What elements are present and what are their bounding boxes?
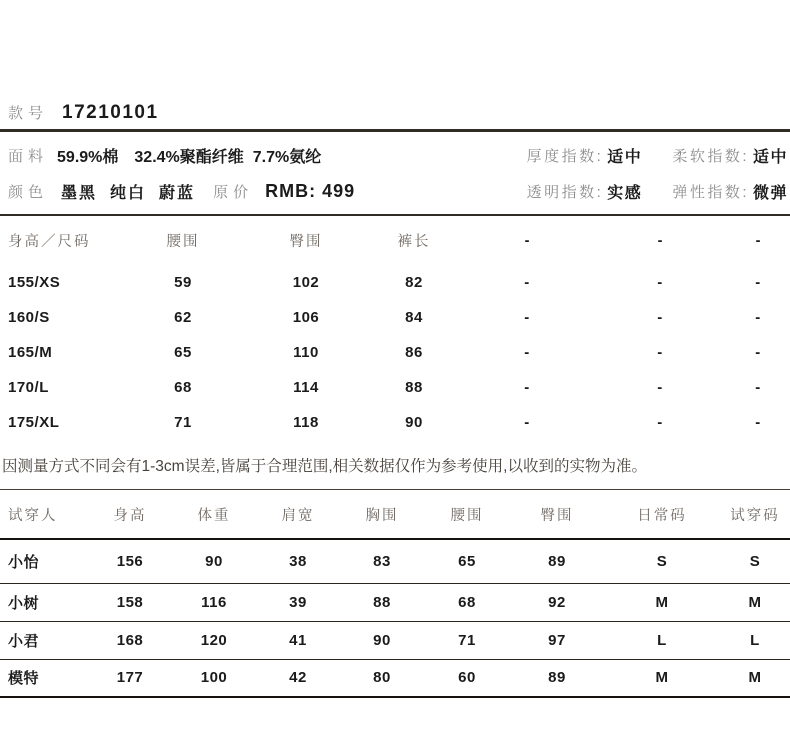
- size-table-row: [0, 265, 790, 300]
- size-table-cell: -: [755, 344, 761, 361]
- size-table-cell: -: [755, 309, 761, 326]
- size-table-cell: -: [524, 309, 530, 326]
- fabric-composition: 59.9%棉: [57, 148, 119, 166]
- color-option: 墨黑: [61, 184, 98, 202]
- size-table-cell: 106: [292, 309, 320, 326]
- size-table-cell: 88: [405, 379, 423, 396]
- fit-table-cell: M: [655, 593, 669, 611]
- price-value: RMB: 499: [265, 180, 356, 201]
- size-table-cell: -: [657, 309, 663, 326]
- fabric-label: 面料: [8, 147, 49, 165]
- fit-table-cell: M: [748, 593, 762, 611]
- fabric-composition: 32.4%聚酯纤维: [134, 148, 244, 166]
- size-table-header: 臀围: [289, 234, 323, 250]
- size-table-header: 裤长: [397, 234, 431, 250]
- fit-table-cell: 42: [289, 669, 307, 687]
- measurement-note: 因测量方式不同会有1-3cm误差,皆属于合理范围,相关数据仅作为参考使用,以收到的实物为准。: [2, 457, 647, 475]
- color-price-row: [0, 175, 790, 208]
- fit-table-cell: 83: [373, 552, 391, 570]
- fit-table-cell: 65: [458, 552, 476, 570]
- fit-table-cell: 156: [116, 552, 144, 570]
- index-group-bottom: [527, 180, 788, 203]
- size-table-row: [0, 370, 790, 405]
- index-group-top: [527, 144, 788, 167]
- size-table-cell: -: [524, 379, 530, 396]
- size-table-cell: -: [755, 274, 761, 291]
- fabric-group: [8, 144, 527, 167]
- fit-table-header: 试穿人: [8, 507, 58, 524]
- fit-table-cell: 60: [458, 669, 476, 687]
- fit-table-header: 腰围: [450, 507, 484, 524]
- elasticity-index: [672, 180, 788, 203]
- fit-table-cell: 100: [200, 669, 228, 687]
- transparency-index-label: 透明指数:: [526, 183, 604, 201]
- softness-index-label: 柔软指数:: [672, 147, 749, 165]
- size-table-cell: -: [755, 414, 761, 431]
- price-label: 原价: [213, 183, 254, 201]
- size-table-cell: 84: [405, 309, 423, 326]
- color-option: 蔚蓝: [159, 184, 196, 202]
- size-table-cell: 118: [293, 414, 319, 431]
- fit-table-cell: 90: [205, 552, 223, 570]
- fit-table-cell: 68: [458, 593, 476, 611]
- fabric-composition: 7.7%氨纶: [252, 148, 322, 166]
- fit-table-cell: M: [748, 669, 762, 687]
- fit-table-cell: 39: [289, 593, 307, 611]
- fit-table-cell: 90: [373, 631, 391, 649]
- fit-table-header: 胸围: [365, 507, 399, 524]
- size-table-cell: 165/M: [8, 344, 53, 361]
- size-table-cell: 170/L: [8, 379, 49, 396]
- fit-table-row: [0, 659, 790, 697]
- fit-table-header: 体重: [197, 507, 231, 524]
- fit-table-cell: 158: [116, 593, 144, 611]
- fit-table-cell: L: [750, 631, 760, 649]
- fit-table: [0, 490, 790, 698]
- size-table-row: [0, 405, 790, 440]
- size-table-cell: -: [657, 414, 663, 431]
- fit-table-cell: 模特: [8, 670, 40, 688]
- size-table-cell: -: [657, 379, 663, 396]
- fit-table-row: [0, 583, 790, 621]
- size-table-cell: 62: [174, 309, 192, 326]
- elasticity-index-value: 微弹: [752, 184, 788, 202]
- size-table-cell: -: [657, 274, 663, 291]
- size-table-cell: 86: [405, 344, 423, 361]
- fit-table-cell: 168: [116, 631, 144, 649]
- size-table-cell: -: [755, 379, 761, 396]
- fit-table-header: 臀围: [540, 507, 574, 524]
- size-table-cell: 65: [174, 344, 192, 361]
- fit-table-cell: 177: [116, 669, 144, 687]
- size-table-cell: -: [524, 414, 530, 431]
- thickness-index-label: 厚度指数:: [526, 147, 604, 165]
- size-table-header-row: [0, 216, 790, 265]
- size-table-cell: 114: [293, 379, 319, 396]
- fit-table-row: [0, 539, 790, 583]
- thickness-index: [527, 144, 643, 167]
- fit-table-cell: S: [656, 552, 668, 570]
- size-table-cell: 90: [405, 414, 423, 431]
- style-number: 17210101: [62, 101, 159, 123]
- fabric-row: [0, 139, 790, 172]
- fit-table-cell: 小树: [8, 594, 40, 612]
- fit-table-cell: 116: [201, 593, 227, 611]
- size-table-cell: 71: [174, 414, 192, 431]
- product-info-block: [0, 132, 790, 214]
- fit-table-cell: M: [655, 669, 669, 687]
- transparency-index-value: 实感: [607, 184, 643, 202]
- fit-table-header: 身高: [113, 507, 147, 524]
- transparency-index: [527, 180, 643, 203]
- size-table-cell: 160/S: [8, 309, 50, 326]
- size-table-row: [0, 335, 790, 370]
- fit-table-row: [0, 621, 790, 659]
- fit-table-cell: 92: [548, 593, 566, 611]
- size-table-cell: -: [524, 274, 530, 291]
- fit-table-header: 日常码: [637, 507, 687, 524]
- fit-table-header-row: [0, 490, 790, 539]
- size-table-cell: 68: [174, 379, 192, 396]
- size-table-cell: -: [657, 344, 663, 361]
- style-number-row: [0, 96, 790, 129]
- fit-table-cell: 小君: [8, 632, 40, 650]
- size-table-cell: 110: [293, 344, 319, 361]
- thickness-index-value: 适中: [607, 148, 643, 166]
- size-table-cell: 155/XS: [8, 274, 61, 291]
- softness-index-value: 适中: [752, 148, 788, 166]
- size-table-row: [0, 300, 790, 335]
- size-table-cell: 175/XL: [8, 414, 60, 431]
- size-table-cell: 82: [405, 274, 423, 291]
- color-label: 颜色: [8, 183, 49, 201]
- fit-table-cell: 97: [548, 631, 566, 649]
- fit-table-cell: S: [749, 552, 761, 570]
- fit-table-cell: L: [657, 631, 667, 649]
- softness-index: [672, 144, 788, 167]
- size-table-header: -: [524, 232, 530, 249]
- size-table-header: 身高／尺码: [8, 234, 91, 250]
- elasticity-index-label: 弹性指数:: [672, 183, 749, 201]
- size-table-cell: 102: [292, 274, 320, 291]
- fit-table-header: 试穿码: [730, 507, 780, 524]
- size-table-cell: -: [524, 344, 530, 361]
- fit-table-cell: 88: [373, 593, 391, 611]
- size-table-cell: 59: [174, 274, 192, 291]
- fit-table-cell: 80: [373, 669, 391, 687]
- fit-table-header: 肩宽: [281, 507, 315, 524]
- fit-table-cell: 38: [289, 552, 307, 570]
- fit-table-cell: 89: [548, 669, 566, 687]
- fit-table-cell: 41: [289, 631, 307, 649]
- color-price-group: [8, 180, 527, 203]
- size-table-header: -: [657, 232, 663, 249]
- fit-table-cell: 小怡: [8, 553, 40, 571]
- size-table-header: -: [755, 232, 761, 249]
- size-table-header: 腰围: [166, 234, 200, 250]
- fit-table-cell: 89: [548, 552, 566, 570]
- fit-table-cell: 120: [200, 631, 228, 649]
- size-table: [0, 216, 790, 440]
- fit-table-cell: 71: [458, 631, 476, 649]
- color-option: 纯白: [110, 184, 147, 202]
- style-number-label: 款号: [8, 105, 49, 122]
